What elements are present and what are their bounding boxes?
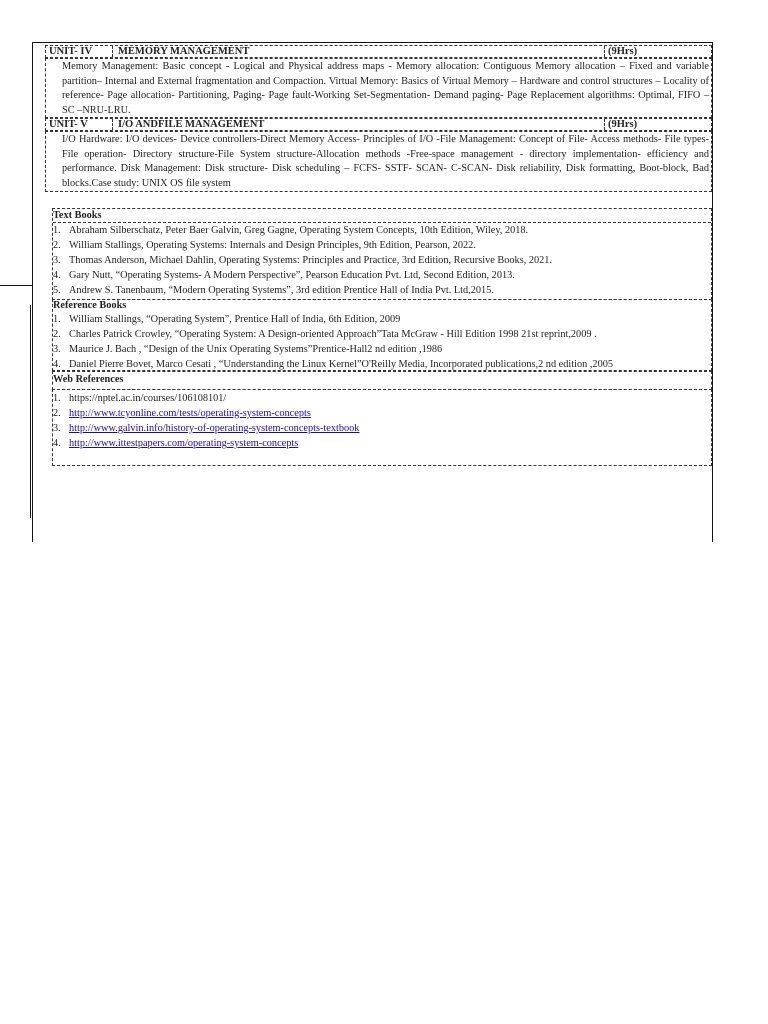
reference-books-title: Reference Books <box>53 300 127 311</box>
web-reference-link[interactable]: https://nptel.ac.in/courses/106108101/ <box>69 393 227 404</box>
page-frame-left <box>32 42 33 542</box>
web-reference-link[interactable]: http://www.tcyonline.com/tests/operating-system-concepts <box>69 408 311 419</box>
text-books-title: Text Books <box>53 210 102 221</box>
web-references-header <box>52 371 712 390</box>
web-references-title: Web References <box>53 374 124 385</box>
unit-4-content: Memory Management: Basic concept - Logical and Physical address maps - Memory allocation: Contiguous Memory allocation – Fixed and variable partition– Internal and External fragmentation and Compaction. Virtual Memory: Basics of Virtual Memory – Hardware and control structures – Locality of reference- Page allocation- Partitioning, Paging- Page fault-Working Set-Segmentation- Demand paging- Page Replacement algorithms: Optimal, FIFO – SC –NRU-LRU. <box>45 58 712 118</box>
margin-rule-vertical <box>30 305 31 518</box>
divider <box>112 46 113 57</box>
list-item: 3. Maurice J. Bach , “Design of the Unix Operating Systems”Prentice-Hall2 nd edition ,1986 <box>53 344 443 355</box>
unit-5-header <box>45 118 712 131</box>
divider <box>112 119 113 130</box>
list-item: 3. http://www.galvin.info/history-of-operating-system-concepts-textbook <box>53 423 360 434</box>
list-item: 2. Charles Patrick Crowley, “Operating System: A Design-oriented Approach”Tata McGraw - Hill Edition 1998 21st reprint,2009 . <box>53 329 597 340</box>
list-item: 1. William Stallings, “Operating System”, Prentice Hall of India, 6th Edition, 2009 <box>53 314 401 325</box>
web-references-section <box>52 389 712 466</box>
unit-5-label: UNIT- V <box>49 119 88 130</box>
list-item: 2. William Stallings, Operating Systems: Internals and Design Principles, 9th Edition, Pearson, 2022. <box>53 240 476 251</box>
unit-5-content: I/O Hardware: I/O devices- Device controllers-Direct Memory Access- Principles of I/O -File Management: Concept of File- Access methods- File types- File operation- Directory structure-File System structure-Allocation methods -Free-space management - directory implementation- efficiency and performance. Disk Management: Disk structure- Disk scheduling – FCFS- SSTF- SCAN- C-SCAN- Disk reliability, Disk formatting, Boot-block, Bad blocks.Case study: UNIX OS file system <box>45 131 712 192</box>
list-item: 5. Andrew S. Tanenbaum, “Modern Operating Systems”, 3rd edition Prentice Hall of India Pvt. Ltd,2015. <box>53 285 494 296</box>
list-item: 4. http://www.ittestpapers.com/operating-system-concepts <box>53 438 299 449</box>
page-frame-top <box>32 42 713 43</box>
unit-4-hours: (9Hrs) <box>608 46 638 57</box>
list-item: 2. http://www.tcyonline.com/tests/operating-system-concepts <box>53 408 311 419</box>
reference-books-section <box>52 299 712 371</box>
list-item: 4. Daniel Pierre Bovet, Marco Cesati , “Understanding the Linux Kernel”O'Reilly Media, Incorporated publications,2 nd edition ,2005 <box>53 359 614 370</box>
list-item: 3. Thomas Anderson, Michael Dahlin, Operating Systems: Principles and Practice, 3rd Edition, Recursive Books, 2021. <box>53 255 553 266</box>
divider <box>604 46 605 57</box>
list-item: 1. https://nptel.ac.in/courses/106108101/ <box>53 393 227 404</box>
text-books-section <box>52 208 712 300</box>
divider <box>604 119 605 130</box>
list-item: 1. Abraham Silberschatz, Peter Baer Galvin, Greg Gagne, Operating System Concepts, 10th Edition, Wiley, 2018. <box>53 225 529 236</box>
web-reference-link[interactable]: http://www.ittestpapers.com/operating-system-concepts <box>69 438 299 449</box>
unit-5-title: I/O ANDFILE MANAGEMENT <box>118 119 265 130</box>
web-reference-link[interactable]: http://www.galvin.info/history-of-operating-system-concepts-textbook <box>69 423 360 434</box>
unit-4-header <box>45 45 712 58</box>
unit-4-label: UNIT- IV <box>49 46 93 57</box>
unit-5-hours: (9Hrs) <box>608 119 638 130</box>
unit-4-title: MEMORY MANAGEMENT <box>118 46 250 57</box>
page-frame-right <box>712 42 713 542</box>
margin-rule <box>0 285 32 286</box>
list-item: 4. Gary Nutt, “Operating Systems- A Modern Perspective”, Pearson Education Pvt. Ltd, Second Edition, 2013. <box>53 270 515 281</box>
